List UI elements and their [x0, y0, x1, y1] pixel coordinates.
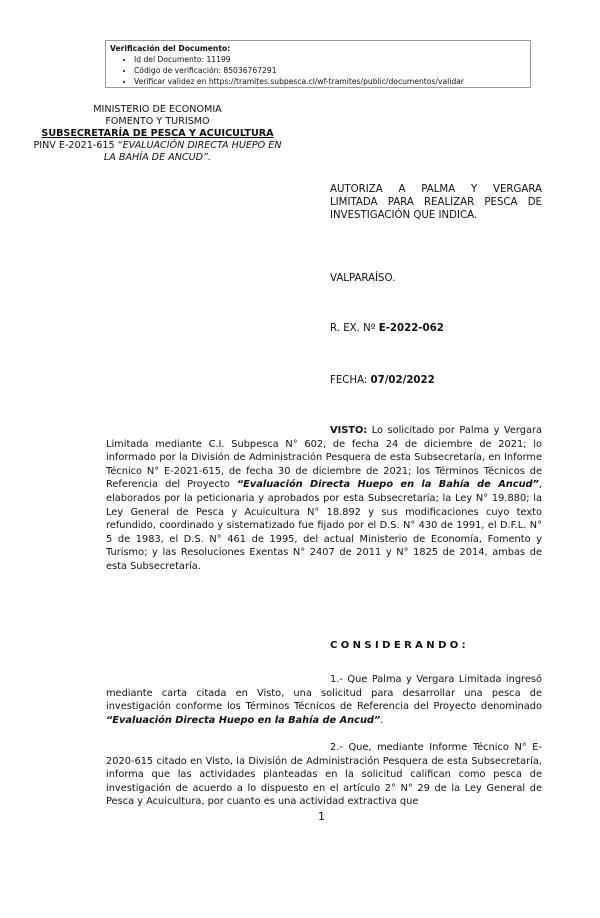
considerando-paragraph-2: 2.- Que, mediante Informe Técnico N° E-2020-615 citado en Visto, la División de Administración Pesquera de esta Subsecretaría, informa que las actividades planteadas en la solicitud califican como pesca de investigación de acuerdo a lo dispuesto en el artículo 2° N° 29 de la Ley General de Pesca y Acuicultura, por cuanto es una actividad extractiva que [106, 742, 542, 808]
fecha-label: FECHA: [330, 375, 371, 386]
ministry-line-2: FOMENTO Y TURISMO [105, 116, 210, 127]
visto-paragraph [106, 424, 542, 574]
visto-text-1: Lo solicitado por Palma y Vergara Limitada mediante C.I. Subpesca N° 602, de fecha 24 de diciembre de 2021; lo informado por la División de Administración Pesquera de esta Subsecretaría, en Informe Técnico N° E-2021-615, de fecha 30 de diciembre de 2021; los Términos Técnicos de Referencia del Proyecto [106, 425, 542, 491]
city: VALPARAÍSO. [330, 273, 396, 284]
resolution-number [330, 322, 444, 335]
considerando-heading: CONSIDERANDO: [330, 640, 470, 651]
rex-number: E-2022-062 [378, 323, 444, 334]
p1-project: “Evaluación Directa Huepo en la Bahía de Ancud” [106, 714, 381, 726]
p1-end: . [380, 714, 384, 726]
resolution-summary: AUTORIZA A PALMA Y VERGARA LIMITADA PARA REALIZAR PESCA DE INVESTIGACIÓN QUE INDICA. [330, 184, 542, 222]
verification-list [110, 54, 530, 87]
issuer-header [30, 104, 285, 164]
pinv-title: EVALUACIÓN DIRECTA HUEPO EN LA BAHÍA DE ANCUD [103, 140, 282, 163]
page-number: 1 [318, 810, 325, 823]
verification-box [105, 40, 531, 88]
rex-label: R. EX. Nº [330, 323, 379, 334]
fecha-value: 07/02/2022 [370, 375, 435, 386]
verification-url[interactable]: • Verificar validez en https://tramites.subpesca.cl/wf-tramites/public/documentos/validar [134, 76, 530, 87]
ministry-line-1: MINISTERIO DE ECONOMIA [93, 104, 222, 115]
p1-text: 1.- Que Palma y Vergara Limitada ingresó mediante carta citada en Visto, una solicitud para desarrollar una pesca de investigación conforme los Términos Técnicos de Referencia del Proyecto denominado [106, 674, 542, 713]
verification-id: • Id del Documento: 11199 [134, 54, 530, 65]
verification-code: • Código de verificación: 85036767291 [134, 65, 530, 76]
visto-label: VISTO: [330, 425, 368, 436]
pinv-suffix: ”. [203, 152, 212, 163]
resolution-date [330, 374, 435, 387]
verification-title: Verificación del Documento: [110, 44, 231, 53]
visto-project: “Evaluación Directa Huepo en la Bahía de Ancud” [236, 479, 539, 491]
pinv-prefix: PINV E-2021-615 “ [33, 140, 123, 151]
visto-text-2: , elaborados por la peticionaria y aprobados por esta Subsecretaría; la Ley N° 19.880; la Ley General de Pesca y Acuicultura N° 18.892 y sus modificaciones cuyo texto refundido, coordinado y sistematizado fue fijado por el D.S. N° 430 de 1991, el D.F.L. N° 5 de 1983, el D.S. N° 461 de 1995, del actual Ministerio de Economía, Fomento y Turismo; y las Resoluciones Exentas N° 2407 de 2011 y N° 1825 de 2014, ambas de esta Subsecretaría. [106, 479, 542, 572]
pinv-reference [30, 140, 285, 164]
considerando-paragraph-1 [106, 673, 542, 727]
subsecretaria-name: SUBSECRETARÍA DE PESCA Y ACUICULTURA [41, 128, 274, 139]
